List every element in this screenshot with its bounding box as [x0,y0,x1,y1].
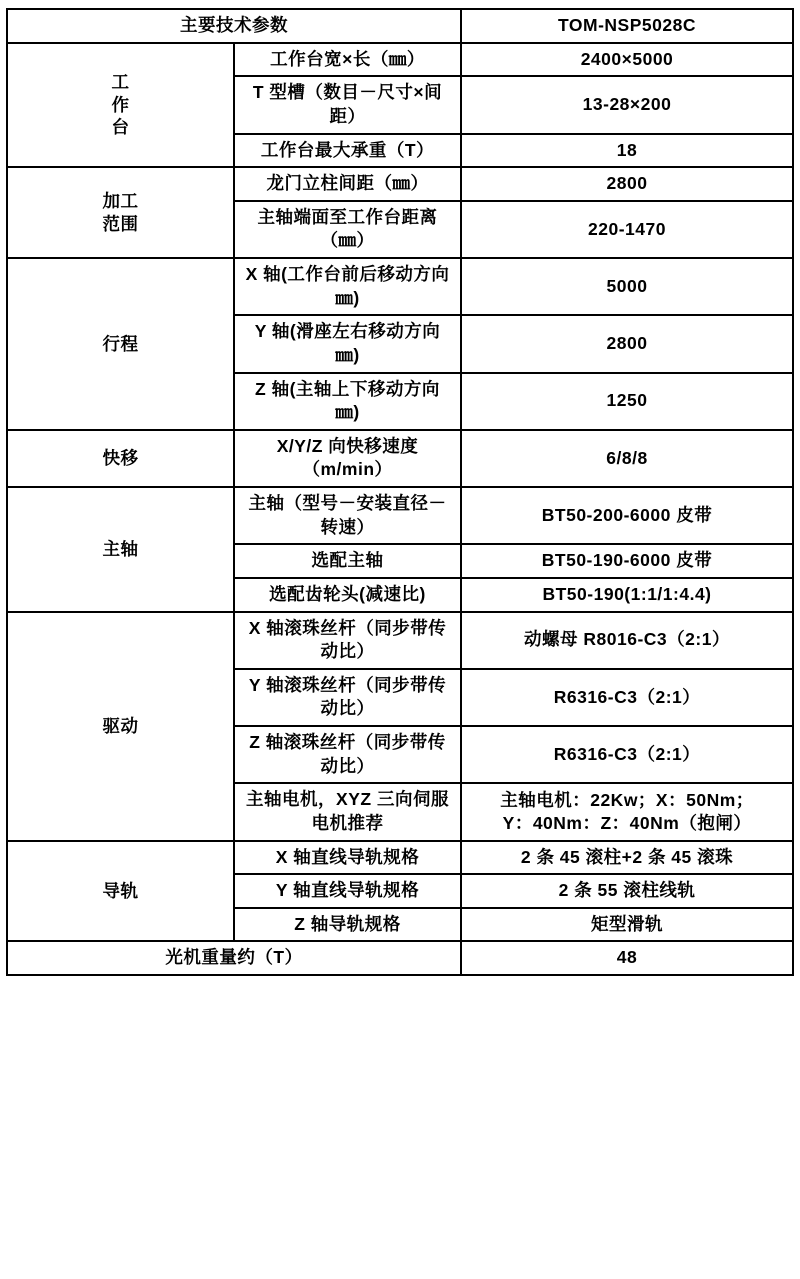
row-value-line-1: 主轴电机：22Kw；X：50Nm； [500,790,754,811]
group-label-worktable: 工 作 台 [7,43,234,168]
table-row [7,841,793,875]
row-value: R6316-C3（2:1） [461,669,793,726]
row-label: 选配齿轮头(减速比) [234,578,461,612]
table-header-row [7,9,793,43]
row-label: Y 轴直线导轨规格 [234,874,461,908]
row-label: Y 轴滚珠丝杆（同步带传动比） [234,669,461,726]
group-label-machining-range: 加工 范围 [7,167,234,258]
specifications-table [6,8,794,976]
row-value: 2800 [461,315,793,372]
row-label: 主轴电机，XYZ 三向伺服电机推荐 [234,783,461,840]
row-label: X 轴滚珠丝杆（同步带传动比） [234,612,461,669]
row-label: X/Y/Z 向快移速度（m/min） [234,430,461,487]
row-label: 主轴（型号－安装直径－转速） [234,487,461,544]
row-value: 2800 [461,167,793,201]
row-value: BT50-190(1:1/1:4.4) [461,578,793,612]
table-row [7,487,793,544]
table-row [7,43,793,77]
table-model: TOM-NSP5028C [461,9,793,43]
row-value-line-2: Y：40Nm：Z：40Nm（抱闸） [502,812,752,833]
row-value: BT50-200-6000 皮带 [461,487,793,544]
row-value: 2 条 45 滚柱+2 条 45 滚珠 [461,841,793,875]
table-row [7,167,793,201]
row-label: X 轴(工作台前后移动方向 ㎜) [234,258,461,315]
row-value [461,783,793,840]
row-value: 13-28×200 [461,76,793,133]
row-label: T 型槽（数目－尺寸×间距） [234,76,461,133]
row-label: Z 轴(主轴上下移动方向 ㎜) [234,373,461,430]
row-value: 动螺母 R8016-C3（2:1） [461,612,793,669]
table-row [7,612,793,669]
row-value: 6/8/8 [461,430,793,487]
table-row [7,941,793,975]
row-label: 工作台最大承重（T） [234,134,461,168]
group-label-guideway: 导轨 [7,841,234,942]
row-value: 矩型滑轨 [461,908,793,942]
row-value: 220-1470 [461,201,793,258]
row-label: Z 轴导轨规格 [234,908,461,942]
row-label: 选配主轴 [234,544,461,578]
table-row [7,430,793,487]
row-label: X 轴直线导轨规格 [234,841,461,875]
row-label: 主轴端面至工作台距离（㎜） [234,201,461,258]
row-value: 18 [461,134,793,168]
group-label-spindle: 主轴 [7,487,234,612]
row-value: 48 [461,941,793,975]
group-label-travel: 行程 [7,258,234,430]
row-label: 龙门立柱间距（㎜） [234,167,461,201]
row-value: 2400×5000 [461,43,793,77]
row-label: 工作台宽×长（㎜） [234,43,461,77]
table-row [7,258,793,315]
row-value: 5000 [461,258,793,315]
row-label: Y 轴(滑座左右移动方向 ㎜) [234,315,461,372]
row-value: 2 条 55 滚柱线轨 [461,874,793,908]
row-value: R6316-C3（2:1） [461,726,793,783]
row-value: 1250 [461,373,793,430]
group-label-rapid-traverse: 快移 [7,430,234,487]
row-value: BT50-190-6000 皮带 [461,544,793,578]
table-title: 主要技术参数 [7,9,461,43]
group-label-drive: 驱动 [7,612,234,841]
row-label: Z 轴滚珠丝杆（同步带传动比） [234,726,461,783]
row-label: 光机重量约（T） [7,941,461,975]
